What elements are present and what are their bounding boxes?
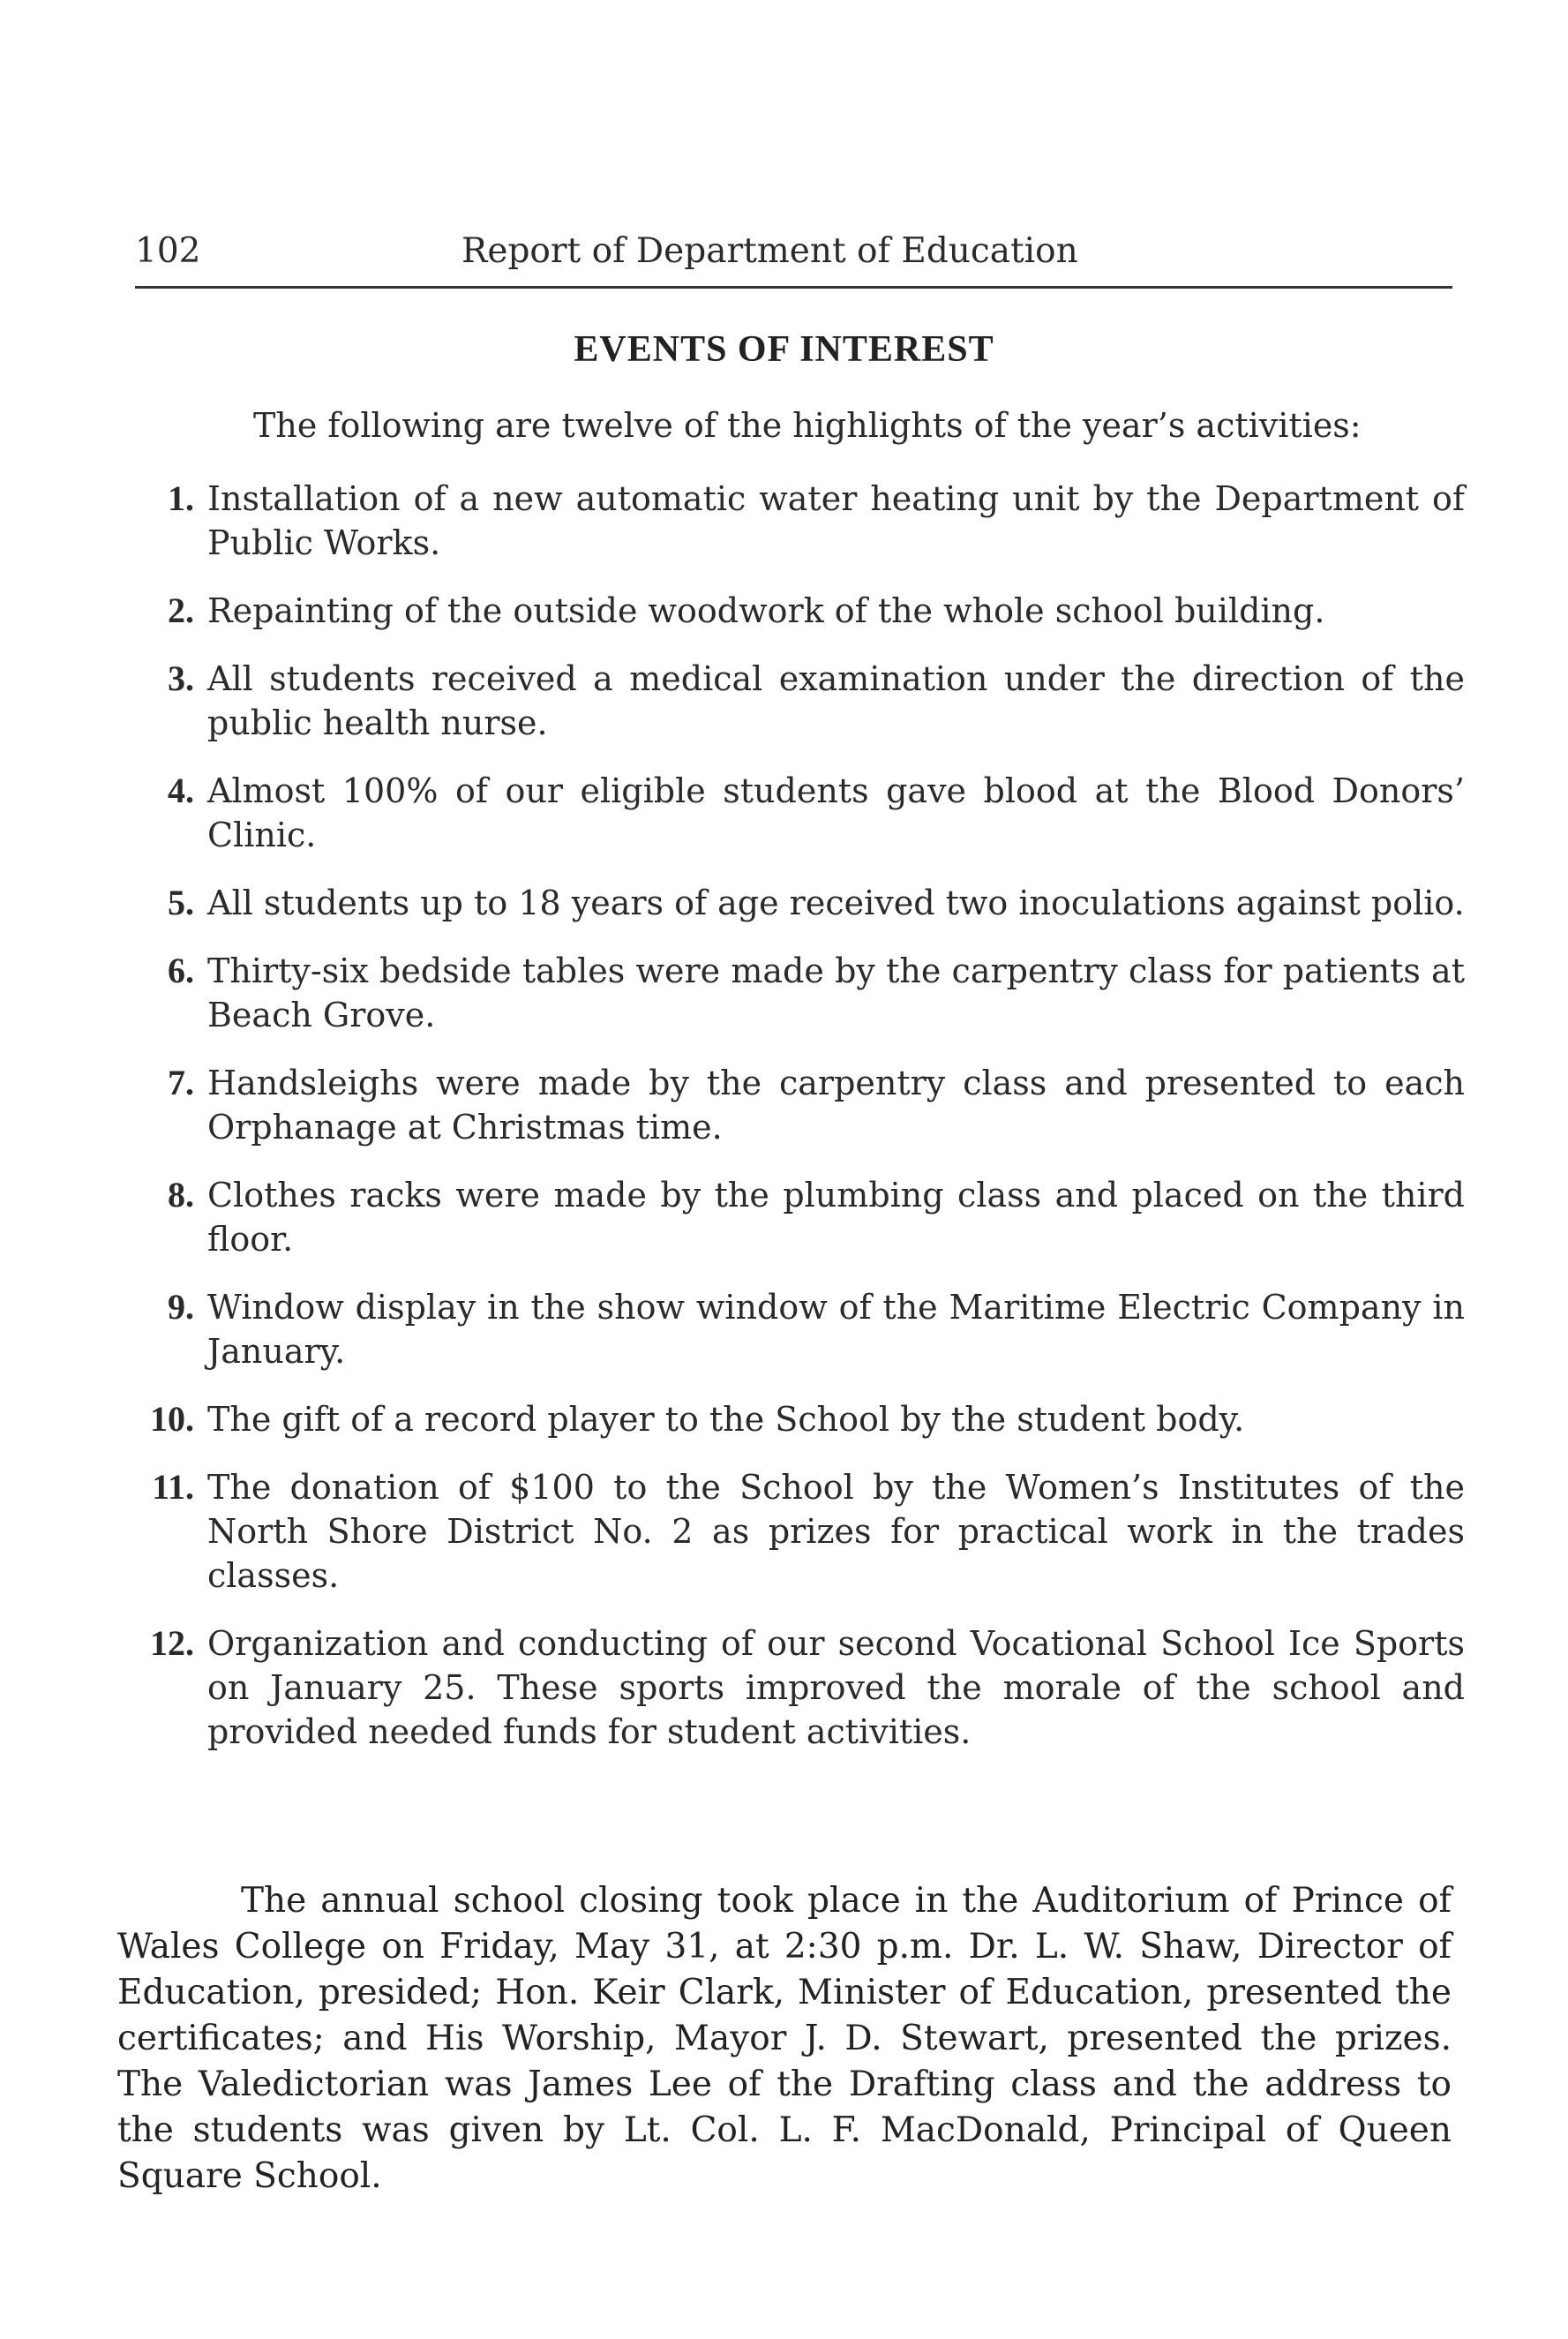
event-number: 2. <box>168 590 194 630</box>
closing-paragraph: The annual school closing took place in the Auditorium of Prince of Wales College on Friday, May 31, at 2:30 p.m. Dr. L. W. Shaw, Director of Education, presided; Hon. Keir Clark, Minister of Education, presented the certificates; and His Worship, Mayor J. D. Stewart, presented the prizes. The Valedictorian was James Lee of the Drafting class and the address to the students was given by Lt. Col. L. F. MacDonald, Principal of Queen Square School. <box>117 1881 1452 2196</box>
event-item-7 <box>132 1061 1465 1149</box>
event-number: 7. <box>168 1063 194 1102</box>
event-number: 9. <box>168 1287 194 1327</box>
event-text: Thirty-six bedside tables were made by the carpentry class for patients at Beach Grove. <box>207 951 1465 1034</box>
event-item-4 <box>132 769 1465 857</box>
event-number: 4. <box>168 771 194 810</box>
event-text: Clothes racks were made by the plumbing class and placed on the third floor. <box>207 1176 1465 1259</box>
event-number: 12. <box>150 1623 194 1663</box>
section-heading: EVENTS OF INTEREST <box>574 329 994 370</box>
header-title: Report of Department of Education <box>461 231 1078 271</box>
event-text: Handsleighs were made by the carpentry class and presented to each Orphanage at Christmas time. <box>207 1064 1465 1147</box>
event-item-10 <box>132 1397 1465 1441</box>
running-header <box>135 225 1452 278</box>
event-number: 3. <box>168 658 194 698</box>
event-text: The donation of $100 to the School by the Women’s Institutes of the North Shore District No. 2 as prizes for practical work in the trades classes. <box>207 1468 1465 1595</box>
event-item-6 <box>132 949 1465 1037</box>
event-text: All students received a medical examination under the direction of the public health nurse. <box>207 659 1465 742</box>
event-number: 10. <box>150 1399 194 1439</box>
event-item-11 <box>132 1465 1465 1598</box>
event-item-3 <box>132 657 1465 745</box>
event-text: Installation of a new automatic water heating unit by the Department of Public Works. <box>207 479 1465 562</box>
event-item-8 <box>132 1173 1465 1261</box>
intro-text: The following are twelve of the highlights of the year’s activities: <box>253 406 1362 445</box>
events-list <box>132 477 1465 1778</box>
event-item-1 <box>132 477 1465 565</box>
event-number: 8. <box>168 1175 194 1215</box>
event-item-2 <box>132 589 1465 633</box>
event-number: 11. <box>152 1467 194 1507</box>
event-text: Almost 100% of our eligible students gave blood at the Blood Donors’ Clinic. <box>207 771 1465 854</box>
event-text: Repainting of the outside woodwork of the whole school building. <box>207 591 1325 630</box>
event-item-9 <box>132 1285 1465 1373</box>
event-text: All students up to 18 years of age received two inoculations against polio. <box>207 884 1465 922</box>
event-item-5 <box>132 881 1465 925</box>
event-text: Organization and conducting of our second Vocational School Ice Sports on January 25. These sports improved the morale of the school and provided needed funds for student activities. <box>207 1624 1465 1751</box>
page-number: 102 <box>135 231 201 271</box>
event-text: Window display in the show window of the Maritime Electric Company in January. <box>207 1288 1465 1371</box>
event-number: 6. <box>168 951 194 990</box>
event-number: 5. <box>168 883 194 922</box>
event-text: The gift of a record player to the School by the student body. <box>207 1400 1245 1439</box>
event-item-12 <box>132 1621 1465 1754</box>
header-rule <box>135 286 1452 289</box>
event-number: 1. <box>168 478 194 518</box>
